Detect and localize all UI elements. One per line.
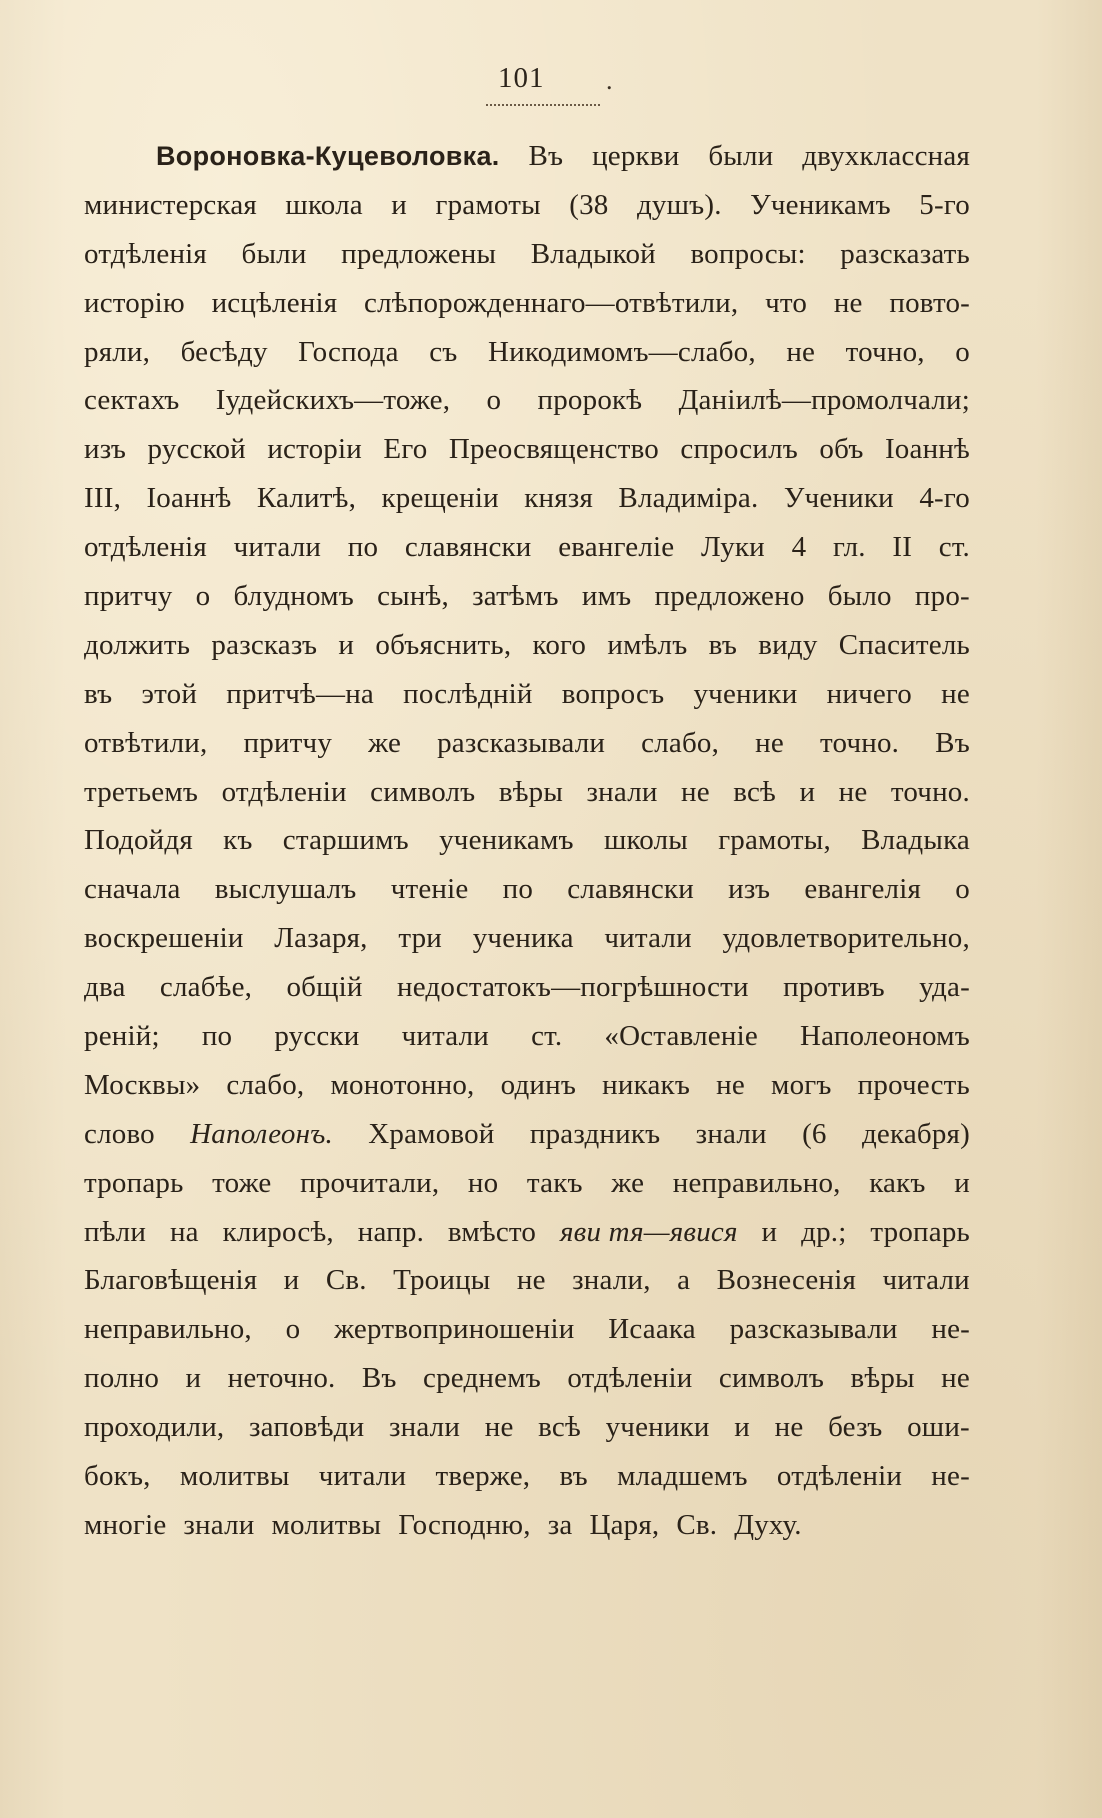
word: славянски (567, 873, 694, 906)
word: Преосвященство (448, 433, 659, 466)
italic-word: Наполеонъ. (190, 1117, 333, 1150)
word: разсказать (840, 237, 970, 270)
word: многіе (84, 1508, 167, 1541)
word: слабо, (641, 726, 720, 759)
text-line (84, 1012, 970, 1061)
word: виду (758, 628, 818, 661)
word: не (484, 1411, 514, 1444)
text-line (84, 963, 970, 1012)
word: Вознесенія (716, 1264, 857, 1297)
word: читали (233, 531, 322, 564)
word: отдѣленіи (221, 775, 347, 808)
word: не- (931, 1313, 970, 1346)
word: же (611, 1166, 645, 1199)
word: были (241, 237, 307, 270)
word: евангеліе (558, 531, 675, 564)
word: послѣдній (403, 677, 533, 710)
word: напр. (357, 1215, 425, 1248)
word: было (827, 580, 892, 613)
word: исцѣленія (211, 286, 338, 319)
word: не (941, 677, 970, 710)
word: и (185, 1362, 202, 1395)
word: тропарь (870, 1215, 970, 1248)
word: 4 (791, 531, 807, 564)
word: притчу (243, 726, 333, 759)
text-line (84, 1452, 970, 1501)
word: этой (141, 677, 198, 710)
text-line (84, 719, 970, 768)
word: въ (708, 628, 738, 661)
word: кого (532, 628, 587, 661)
word: Даніилѣ—промолчали; (678, 384, 970, 417)
word: прочесть (857, 1068, 970, 1101)
word: символъ (718, 1362, 825, 1395)
word: церкви (592, 140, 680, 172)
word: не (716, 1068, 745, 1101)
word: Владиміра. (618, 482, 759, 515)
word: и (338, 628, 355, 661)
word: и (734, 1411, 750, 1444)
word: не- (931, 1460, 970, 1493)
word: отдѣленія (84, 531, 207, 564)
word: Іудейскихъ—тоже, (215, 384, 451, 417)
word: (38 (569, 188, 609, 221)
word: Владыкой (530, 237, 656, 270)
word: Въ (528, 140, 564, 172)
text-line (84, 279, 970, 328)
word: за (547, 1508, 573, 1541)
word: др.; (801, 1215, 847, 1248)
word: читали (882, 1264, 970, 1297)
word: князя (524, 482, 593, 515)
word: Храмовой (368, 1117, 495, 1150)
word: слабѣе, (159, 971, 253, 1004)
word: имъ (581, 580, 632, 613)
word: Св. (676, 1508, 718, 1541)
word: спросилъ (680, 433, 798, 466)
word: ст. (531, 1020, 563, 1053)
word: разсказывали (437, 726, 606, 759)
word: бесѣду (180, 335, 268, 368)
word: читали (318, 1460, 407, 1493)
word: декабря) (861, 1117, 970, 1150)
word: и (391, 188, 408, 221)
word: притчѣ—на (226, 677, 374, 710)
word: удовлетворительно, (722, 922, 970, 955)
word: полно (84, 1362, 160, 1395)
word: уда- (919, 971, 970, 1004)
word: Луки (701, 531, 765, 564)
word: ряли, (84, 335, 151, 368)
word: блудномъ (233, 580, 354, 613)
word: разсказъ (211, 628, 318, 661)
word: 4-го (919, 482, 970, 515)
word: пророкѣ (537, 384, 643, 417)
word: ученики (605, 1411, 710, 1444)
word: Калитѣ, (256, 482, 357, 515)
word: министерская (84, 188, 257, 221)
page-number: 101 (498, 62, 545, 94)
text-line (84, 1159, 970, 1208)
text-line (84, 670, 970, 719)
word: изъ (84, 433, 127, 466)
word: жертвоприношеніи (334, 1313, 575, 1346)
word: отдѣленіи (776, 1460, 903, 1493)
word: старшимъ (282, 824, 409, 857)
word: проходили, (84, 1411, 225, 1444)
text-line (84, 1208, 970, 1257)
word: слабо, (226, 1068, 305, 1101)
word: тропарь (84, 1166, 184, 1199)
word: о (955, 335, 970, 368)
word: въ (559, 1460, 588, 1493)
word: грамоты (435, 188, 541, 221)
word: какъ (869, 1166, 926, 1199)
word: затѣмъ (472, 580, 559, 613)
word: не (516, 1264, 546, 1297)
word: вмѣсто (447, 1215, 537, 1248)
word: русской (147, 433, 246, 466)
word: ученика (472, 922, 574, 955)
word: грамоты, (718, 824, 831, 857)
word: общій (286, 971, 363, 1004)
word: о (285, 1313, 301, 1346)
word: сынѣ, (377, 580, 449, 613)
word: III, (84, 482, 122, 515)
word: Ученикамъ (750, 188, 891, 221)
word: знали, (572, 1264, 651, 1297)
word: Господню, (398, 1508, 531, 1541)
word: Ученики (783, 482, 894, 515)
word: молитвы (271, 1508, 382, 1541)
word: клиросѣ, (222, 1215, 334, 1248)
text-line (84, 865, 970, 914)
word: два (84, 971, 126, 1004)
word: недостатокъ—погрѣшности (397, 971, 749, 1004)
word: славянски (404, 531, 532, 564)
word: и (799, 775, 816, 808)
text-line (84, 1061, 970, 1110)
word: не (755, 726, 784, 759)
word: были (708, 140, 774, 172)
text-line (84, 376, 970, 425)
word: Троицы (393, 1264, 491, 1297)
word: вопросъ (561, 677, 665, 710)
word: Св. (325, 1264, 367, 1297)
word: знали (183, 1508, 255, 1541)
word: праздникъ (529, 1117, 661, 1150)
word: не (838, 775, 868, 808)
word: русски (274, 1020, 360, 1053)
word: противъ (783, 971, 885, 1004)
word: не (774, 1411, 804, 1444)
word: Его (383, 433, 428, 466)
text-line (84, 816, 970, 865)
word: тверже, (435, 1460, 531, 1493)
word: знали (586, 775, 658, 808)
word: Владыка (861, 824, 970, 857)
text-line (84, 425, 970, 474)
village-name-heading: Вороновка-Куцеволовка. (156, 141, 500, 171)
word: имѣлъ (607, 628, 688, 661)
text-line (84, 523, 970, 572)
word: по (347, 531, 379, 564)
word: повто- (889, 286, 970, 319)
word: Никодимомъ—слабо, (488, 335, 756, 368)
word: младшемъ (617, 1460, 748, 1493)
word: пѣли (84, 1215, 147, 1248)
word: одинъ (500, 1068, 577, 1101)
word: знали (695, 1117, 767, 1150)
word: знали (388, 1411, 461, 1444)
word: ученики (693, 677, 798, 710)
text-line (84, 1403, 970, 1452)
word: должить (84, 628, 191, 661)
word: Іоаннѣ (884, 433, 970, 466)
text-line (84, 474, 970, 523)
word: выслушалъ (214, 873, 357, 906)
word: отдѣленія (84, 237, 207, 270)
word: точно. (820, 726, 900, 759)
word: объяснить, (375, 628, 512, 661)
word: 5-го (919, 188, 970, 221)
word: разсказывали (729, 1313, 898, 1346)
word: не (681, 775, 710, 808)
word: сначала (84, 873, 181, 906)
word: ничего (826, 677, 913, 710)
word: Подойдя (84, 824, 193, 857)
word: Духу. (734, 1508, 802, 1541)
word: притчу (84, 580, 173, 613)
text-line (84, 1256, 970, 1305)
word: вѣры (850, 1362, 915, 1395)
word: Въ (361, 1362, 397, 1395)
word: читали (401, 1020, 490, 1053)
text-line-last (84, 1501, 970, 1550)
word: три (398, 922, 443, 955)
word: Господа (298, 335, 399, 368)
word: крещеніи (381, 482, 499, 515)
word: школы (603, 824, 688, 857)
word: Спаситель (838, 628, 970, 661)
word: же (368, 726, 402, 759)
word: Исаака (608, 1313, 696, 1346)
word: бокъ, (84, 1460, 151, 1493)
word: что (765, 286, 808, 319)
word: не (786, 335, 816, 368)
word: въ (84, 677, 113, 710)
word: слово (84, 1117, 155, 1150)
text-line (84, 1305, 970, 1354)
word: всѣ (733, 775, 777, 808)
text-line (84, 181, 970, 230)
word: неточно. (227, 1362, 336, 1395)
word: точно, (845, 335, 925, 368)
word: изъ (728, 873, 771, 906)
word: отвѣтили, (84, 726, 208, 759)
word: (6 (802, 1117, 827, 1150)
word: вопросы: (690, 237, 806, 270)
word: про- (914, 580, 970, 613)
text-line (84, 621, 970, 670)
word: неправильно, (672, 1166, 841, 1199)
word: отдѣленіи (567, 1362, 693, 1395)
word: и (761, 1215, 778, 1248)
word: реній; (84, 1020, 160, 1053)
word: Царя, (589, 1508, 660, 1541)
word: неправильно, (84, 1313, 252, 1346)
word: душъ). (636, 188, 722, 221)
word: объ (819, 433, 864, 466)
word: не (941, 1362, 970, 1395)
text-line (84, 230, 970, 279)
text-line (84, 1354, 970, 1403)
word: школа (285, 188, 363, 221)
word: на (169, 1215, 199, 1248)
word: сектахъ (84, 384, 180, 417)
word: о (955, 873, 970, 906)
word: всѣ (538, 1411, 581, 1444)
word: оши- (907, 1411, 970, 1444)
word: а (677, 1264, 691, 1297)
word: II (892, 531, 913, 564)
word: воскрешеніи (84, 922, 244, 955)
word: къ (223, 824, 253, 857)
word: Лазаря, (274, 922, 368, 955)
word: Благовѣщенія (84, 1264, 258, 1297)
word: заповѣди (249, 1411, 365, 1444)
word: по (502, 873, 534, 906)
italic-phrase: яви тя—явися (559, 1215, 738, 1248)
word: гл. (832, 531, 866, 564)
word: исторію (84, 286, 185, 319)
word: могъ (771, 1068, 832, 1101)
word: слѣпорожденнаго—отвѣтили, (364, 286, 739, 319)
word: никакъ (602, 1068, 691, 1101)
text-line (84, 914, 970, 963)
word: предложено (654, 580, 805, 613)
word: но (467, 1166, 499, 1199)
text-line (84, 572, 970, 621)
text-line (84, 328, 970, 377)
word: прочитали, (300, 1166, 440, 1199)
word: о (486, 384, 502, 417)
text-line (84, 768, 970, 817)
text-line (84, 132, 970, 181)
word: молитвы (179, 1460, 290, 1493)
word: читали (604, 922, 692, 955)
word: и (954, 1166, 970, 1199)
word: символъ (370, 775, 476, 808)
word: третьемъ (84, 775, 199, 808)
word: двухклассная (802, 140, 970, 172)
word: о (195, 580, 211, 613)
word: среднемъ (423, 1362, 541, 1395)
word: не (833, 286, 863, 319)
body-paragraph (84, 132, 970, 1550)
word: предложены (341, 237, 497, 270)
word: и (283, 1264, 300, 1297)
page-number-dot: . (606, 66, 613, 95)
word: исторіи (267, 433, 362, 466)
word: евангелія (804, 873, 922, 906)
text-line (84, 1110, 970, 1159)
word: «Оставленіе (604, 1020, 758, 1053)
word: съ (429, 335, 458, 368)
word: Москвы» (84, 1068, 201, 1101)
word: по (201, 1020, 233, 1053)
word: монотонно, (330, 1068, 475, 1101)
word: Въ (935, 726, 970, 759)
word: ученикамъ (439, 824, 574, 857)
word: безъ (828, 1411, 883, 1444)
word: тоже (212, 1166, 272, 1199)
word: вѣры (498, 775, 564, 808)
word: ст. (938, 531, 970, 564)
word: такъ (526, 1166, 583, 1199)
word: Іоаннѣ (146, 482, 232, 515)
word: чтеніе (390, 873, 469, 906)
page-number-rule (486, 104, 600, 106)
word: Наполеономъ (799, 1020, 970, 1053)
word: точно. (890, 775, 970, 808)
